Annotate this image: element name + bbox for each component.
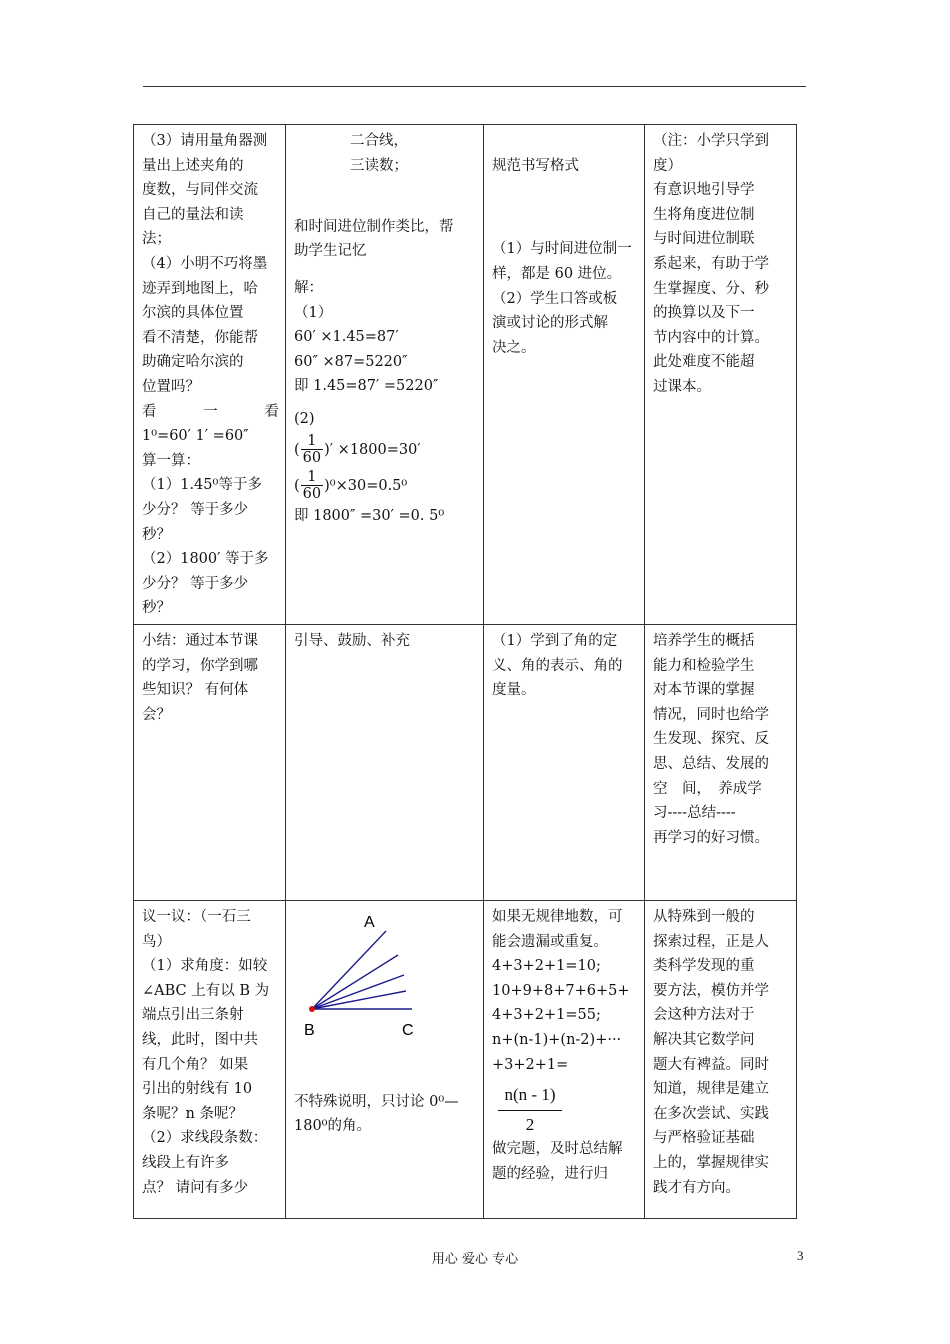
analogy-line: 助学生记忆 — [294, 243, 367, 260]
text-line: 上的，掌握规律实 — [653, 1154, 769, 1171]
text-line: 量出上述夹角的 — [142, 157, 244, 174]
text-line: 少分？ 等于多少 — [142, 501, 249, 518]
text-line: 过课本。 — [653, 378, 711, 395]
text-line: 引出的射线有 10 — [142, 1081, 253, 1098]
text-line: 系起来，有助于学 — [653, 255, 769, 272]
label-b: B — [304, 1022, 315, 1039]
center-line: 三读数； — [350, 157, 408, 174]
row1-intent-cell — [645, 125, 797, 625]
text-line: 秒？ — [142, 526, 171, 543]
table-row — [134, 901, 797, 1219]
text-line: 引导、鼓励、补充 — [294, 633, 410, 649]
text-line: 生掌握度、分、秒 — [653, 280, 769, 297]
fraction: $\frac{1}{60}$ — [302, 469, 322, 503]
header-rule — [143, 86, 806, 87]
row3-angle-range-note — [294, 1090, 477, 1139]
row2-intent-cell — [645, 625, 797, 901]
angle-rays-diagram — [294, 911, 434, 1041]
solution-line: 即 1.45=87′ =5220″ — [294, 378, 439, 395]
text-line: 点？ 请问有多少 — [142, 1179, 249, 1196]
text-line: （2）学生口答或板 — [492, 290, 618, 307]
text-line: 4+3+2+1=55; — [492, 1007, 601, 1024]
text-line: 培养学生的概括 — [653, 633, 755, 649]
text-line: 线，此时，图中共 — [142, 1031, 258, 1048]
text-line: 节内容中的计算。 — [653, 329, 769, 346]
text-line: 生将角度进位制 — [653, 206, 755, 223]
row3-discussion-text — [142, 905, 279, 1200]
text-line: 题的经验，进行归 — [492, 1165, 608, 1182]
text-line: 思、总结、发展的 — [653, 755, 769, 772]
text-line: （1）1.45⁰等于多 — [142, 477, 262, 494]
part2-label: (2) — [294, 410, 315, 427]
text-line: 秒？ — [142, 600, 171, 617]
text-line: 条呢？n 条呢？ — [142, 1105, 243, 1122]
text-line: 1⁰=60′ 1′ =60″ — [142, 428, 249, 445]
text-line: 从特殊到一般的 — [653, 909, 755, 925]
text-line: 此处难度不能超 — [653, 354, 755, 371]
text-line: 助确定哈尔滨的 — [142, 354, 244, 371]
sum-formula: n(n - 1) 2 — [498, 1083, 562, 1137]
text-line: 的学习，你学到哪 — [142, 657, 258, 674]
text-line: ∠ABC 上有以 B 为 — [142, 982, 270, 999]
text-line: +3+2+1= — [492, 1056, 569, 1073]
vertex-point — [309, 1006, 315, 1012]
row1-activity-text — [142, 129, 279, 621]
text-line: （1）学到了角的定 — [492, 633, 618, 649]
text-line: 位置吗？ — [142, 378, 200, 395]
text-line: 生发现、探究、反 — [653, 731, 769, 748]
table-row — [134, 125, 797, 625]
text-line: 度数，与同伴交流 — [142, 182, 258, 199]
text-line: 线段上有许多 — [142, 1154, 229, 1171]
row2-summary-cell — [134, 625, 286, 901]
text-line: 些知识？ 有何体 — [142, 682, 249, 699]
text-line: 如果无规律地数，可 — [492, 909, 623, 925]
text-line: 践才有方向。 — [653, 1179, 740, 1196]
text-line: （注：小学只学到 — [653, 133, 769, 149]
text-line: （1）与时间进位制一 — [492, 241, 632, 258]
row2-summary-text — [142, 629, 279, 727]
text-line: 法； — [142, 231, 171, 248]
text-line: 看不清楚，你能帮 — [142, 329, 258, 346]
text-line: 有几个角？ 如果 — [142, 1056, 249, 1073]
text-line: n+(n-1)+(n-2)+··· — [492, 1031, 622, 1048]
row3-intent-cell — [645, 901, 797, 1219]
row3-intent-text — [653, 905, 790, 1200]
text-line: 习----总结---- — [653, 805, 736, 822]
text-line: （1）求角度：如较 — [142, 958, 268, 975]
text-line: 与严格验证基础 — [653, 1130, 755, 1147]
center-line: 二合线， — [350, 133, 408, 149]
text-line: 与时间进位制联 — [653, 231, 755, 248]
text-line: （4）小明不巧将墨 — [142, 255, 268, 272]
fraction-equation-1: ( $\frac{1}{60}$ )′ ×1800=30′ — [294, 433, 421, 467]
text-line: 算一算： — [142, 452, 200, 469]
text-line: 知道，规律是建立 — [653, 1081, 769, 1098]
text-line: 度） — [653, 157, 682, 174]
row1-student-cell — [484, 125, 645, 625]
text-line: 决之。 — [492, 339, 536, 356]
text-line: 演或讨论的形式解 — [492, 315, 608, 332]
text-line: 10+9+8+7+6+5+ — [492, 982, 630, 999]
text-line: 要方法，模仿并学 — [653, 982, 769, 999]
text-line: 少分？ 等于多少 — [142, 575, 249, 592]
analogy-line: 和时间进位制作类比，帮 — [294, 218, 454, 235]
row1-student-text — [492, 237, 638, 360]
text-line: 义、角的表示、角的 — [492, 657, 623, 674]
row2-intent-text — [653, 629, 790, 850]
text-line: 小结：通过本节课 — [142, 633, 258, 649]
text-line: 鸟） — [142, 933, 171, 950]
text-line: 能力和检验学生 — [653, 657, 755, 674]
solution-line: （1） — [294, 304, 333, 321]
row1-activity-cell — [134, 125, 286, 625]
text-line: 的换算以及下一 — [653, 305, 755, 322]
label-c: C — [402, 1022, 414, 1039]
text-line: 题大有裨益。同时 — [653, 1056, 769, 1073]
text-line: 会？ — [142, 706, 171, 723]
row1-intent-text — [653, 129, 790, 400]
text-line: 议一议：（一石三 — [142, 909, 251, 925]
lesson-table — [133, 124, 797, 1219]
row1-teacher-cell — [286, 125, 484, 625]
row2-student-text — [492, 629, 638, 703]
text-line: 在多次尝试、实践 — [653, 1105, 769, 1122]
text-line: 会这种方法对于 — [653, 1007, 755, 1024]
text-line: 4+3+2+1=10; — [492, 958, 601, 975]
text-line: 探索过程，正是人 — [653, 933, 769, 950]
page-number: 3 — [797, 1248, 804, 1263]
solution-line: 60″ ×87=5220″ — [294, 353, 408, 370]
row3-student-text — [492, 905, 638, 1077]
text-line: 度量。 — [492, 682, 536, 699]
text-line: 尔滨的具体位置 — [142, 305, 244, 322]
row3-diagram-cell — [286, 901, 484, 1219]
text-line: 端点引出三条射 — [142, 1007, 244, 1024]
text-line: 有意识地引导学 — [653, 182, 755, 199]
text-line: 空 间， 养成学 — [653, 780, 762, 797]
text-line: 类科学发现的重 — [653, 958, 755, 975]
text-line: 看 一 看 — [142, 403, 279, 420]
solution-line: 60′ ×1.45=87′ — [294, 329, 399, 346]
text-line: 解决其它数学问 — [653, 1031, 755, 1048]
format-note: 规范书写格式 — [492, 157, 579, 174]
table-row — [134, 625, 797, 901]
final-result: 即 1800″ =30′ =0. 5⁰ — [294, 507, 445, 524]
text-line: 情况，同时也给学 — [653, 706, 769, 723]
fraction: $\frac{1}{60}$ — [302, 433, 322, 467]
row2-teacher-cell — [286, 625, 484, 901]
text-line: （2）1800′ 等于多 — [142, 551, 269, 568]
text-line: 180⁰的角。 — [294, 1118, 371, 1135]
fraction-equation-2: ( $\frac{1}{60}$ )⁰×30=0.5⁰ — [294, 469, 408, 503]
rays — [312, 931, 412, 1009]
text-line: 对本节课的掌握 — [653, 682, 755, 699]
text-line: 能会遗漏或重复。 — [492, 933, 608, 950]
text-line: （3）请用量角器测 — [142, 133, 268, 149]
row2-student-cell — [484, 625, 645, 901]
label-a: A — [364, 914, 375, 931]
text-line: 样，都是 60 进位。 — [492, 265, 622, 282]
text-line: 迹弄到地图上，哈 — [142, 280, 258, 297]
row3-discussion-cell — [134, 901, 286, 1219]
text-line: 再学习的好习惯。 — [653, 829, 769, 846]
text-line: 自己的量法和读 — [142, 206, 244, 223]
row2-teacher-text — [294, 629, 477, 654]
solve-label: 解： — [294, 279, 323, 296]
row3-student-summary — [492, 1137, 638, 1186]
footer-motto: 用心 爱心 专心 — [431, 1252, 519, 1267]
text-line: 不特殊说明，只讨论 0⁰— — [294, 1093, 459, 1110]
text-line: 做完题，及时总结解 — [492, 1141, 623, 1158]
row3-student-cell — [484, 901, 645, 1219]
text-line: （2）求线段条数： — [142, 1130, 268, 1147]
